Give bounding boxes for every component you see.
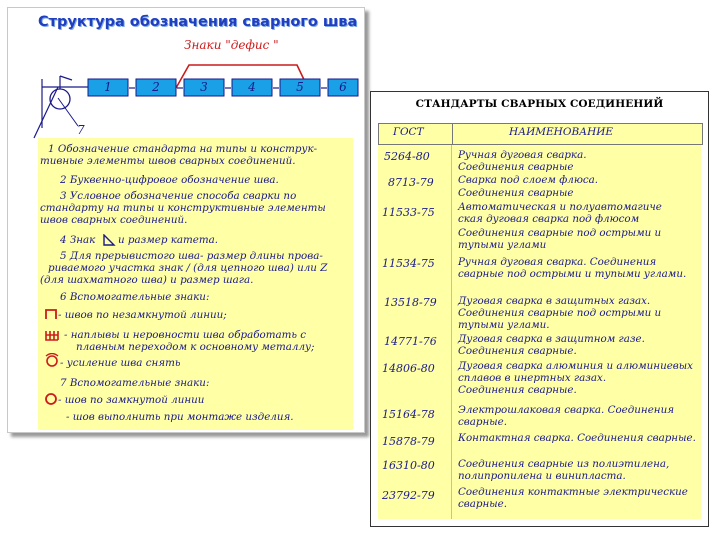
fillet-weld-icon [102, 234, 116, 247]
gost-number: 5264-80 [384, 150, 430, 163]
legend-box [38, 138, 353, 430]
standard-name-line: полипропилена и винипласта. [458, 470, 626, 482]
weld-designation-panel [7, 7, 365, 433]
item-1-line-1: 1 Обозначение стандарта на типы и конструк- [48, 143, 318, 155]
standard-name-line: Дуговая сварка алюминия и алюминиевых [458, 360, 693, 372]
panel-title: Структура обозначения сварного шва [38, 14, 358, 30]
item-6-heading: 6 Вспомогательные знаки: [60, 291, 210, 303]
weld-symbol-diagram [8, 8, 364, 143]
closed-line-icon [44, 392, 58, 406]
standard-name-line: Ручная дуговая сварка. [458, 149, 587, 161]
gost-number: 11533-75 [382, 206, 435, 219]
item-4-prefix: 4 Знак [60, 234, 96, 246]
standard-name-line: Электрошлаковая сварка. Соединения [458, 404, 675, 416]
open-line-icon [44, 308, 58, 321]
item-3-line-2: стандарту на типы и конструктивные элементы [40, 202, 326, 214]
item-5-line-1: 5 Для прерывистого шва- размер длины прова- [60, 250, 323, 262]
standard-name-line: сварные под острыми и тупыми углами. [458, 268, 687, 280]
standard-name-line: Дуговая сварка в защитных газах. [458, 295, 651, 307]
gost-number: 15878-79 [382, 435, 435, 448]
leader-line [34, 87, 58, 138]
standard-name-line: Соединения сварные под острыми и [458, 227, 662, 239]
mounting-flag [60, 76, 72, 80]
item-5-line-3: (для шахматного шва) и размер шага. [40, 274, 254, 286]
standards-title: СТАНДАРТЫ СВАРНЫХ СОЕДИНЕНИЙ [415, 98, 664, 110]
item-3-line-1: 3 Условное обозначение способа сварки по [60, 190, 297, 202]
gost-number: 8713-79 [388, 176, 434, 189]
item-3-line-3: швов сварных соединений. [40, 214, 188, 226]
box-4-label: 4 [248, 80, 256, 94]
standard-name-line: Соединения сварные [458, 161, 574, 173]
item-7-mounting: - шов выполнить при монтаже изделия. [66, 411, 294, 423]
box-2-label: 2 [152, 80, 160, 94]
standard-name-line: сварные. [458, 416, 508, 428]
item-7-heading: 7 Вспомогательные знаки: [60, 377, 210, 389]
standard-name-line: Соединения сварные. [458, 384, 577, 396]
item-6-smooth-line-1: - наплывы и неровности шва обработать с [64, 329, 307, 341]
item-1-line-2: тивные элементы швов сварных соединений. [40, 155, 296, 167]
box-5-label: 5 [296, 80, 304, 94]
standard-name-line: Дуговая сварка в защитном газе. [458, 333, 645, 345]
standard-name-line: тупыми углами. [458, 319, 550, 331]
standard-name-line: Сварка под слоем флюса. [458, 174, 599, 186]
hyphen-signs-label: Знаки "дефис " [184, 38, 279, 52]
item-6-open-line: - швов по незамкнутой линии; [58, 309, 227, 321]
table-header [378, 123, 703, 145]
standard-name-line: Соединения сварные из полиэтилена, [458, 458, 670, 470]
standard-name-line: Соединения контактные электрические [458, 486, 688, 498]
standard-name-line: ская дуговая сварка под флюсом [458, 213, 640, 225]
weld-standards-panel [370, 91, 709, 527]
item-5-line-2: риваемого участка знак / (для цепного шва) или Z [48, 262, 328, 274]
col-gost-header: ГОСТ [393, 126, 424, 138]
standard-name-line: Контактная сварка. Соединения сварные. [458, 432, 696, 444]
standard-name-line: Автоматическая и полуавтомагиче [458, 201, 662, 213]
gost-number: 13518-79 [384, 296, 437, 309]
standard-name-line: сплавов в инертных газах. [458, 372, 607, 384]
box-6-label: 6 [339, 80, 347, 94]
reinforcement-removal-icon [44, 353, 60, 367]
gost-number: 23792-79 [382, 489, 435, 502]
standard-name-line: Соединения сварные. [458, 345, 577, 357]
item-6-smooth-line-2: плавным переходом к основному металлу; [76, 341, 315, 353]
standard-name-line: Соединения сварные [458, 187, 574, 199]
standard-name-line: тупыми углами [458, 239, 547, 251]
item-7-closed-line: - шов по замкнутой линии [58, 394, 205, 406]
gost-number: 14806-80 [382, 362, 435, 375]
gost-number: 15164-78 [382, 408, 435, 421]
box-1-label: 1 [104, 80, 112, 94]
gost-number: 11534-75 [382, 257, 435, 270]
standard-name-line: сварные. [458, 498, 508, 510]
box-3-label: 3 [200, 80, 208, 94]
standard-name-line: Соединения сварные под острыми и [458, 307, 662, 319]
item-4-suffix: и размер катета. [118, 234, 219, 246]
grind-icon [44, 328, 60, 342]
standards-table [378, 145, 701, 519]
gost-number: 14771-76 [384, 335, 437, 348]
gost-number: 16310-80 [382, 459, 435, 472]
item-6-reinforcement: - усиление шва снять [60, 357, 181, 369]
leader-number: 7 [77, 123, 85, 137]
standard-name-line: Ручная дуговая сварка. Соединения [458, 256, 657, 268]
item-2: 2 Буквенно-цифровое обозначение шва. [60, 174, 279, 186]
col-name-header: НАИМЕНОВАНИЕ [509, 126, 614, 138]
